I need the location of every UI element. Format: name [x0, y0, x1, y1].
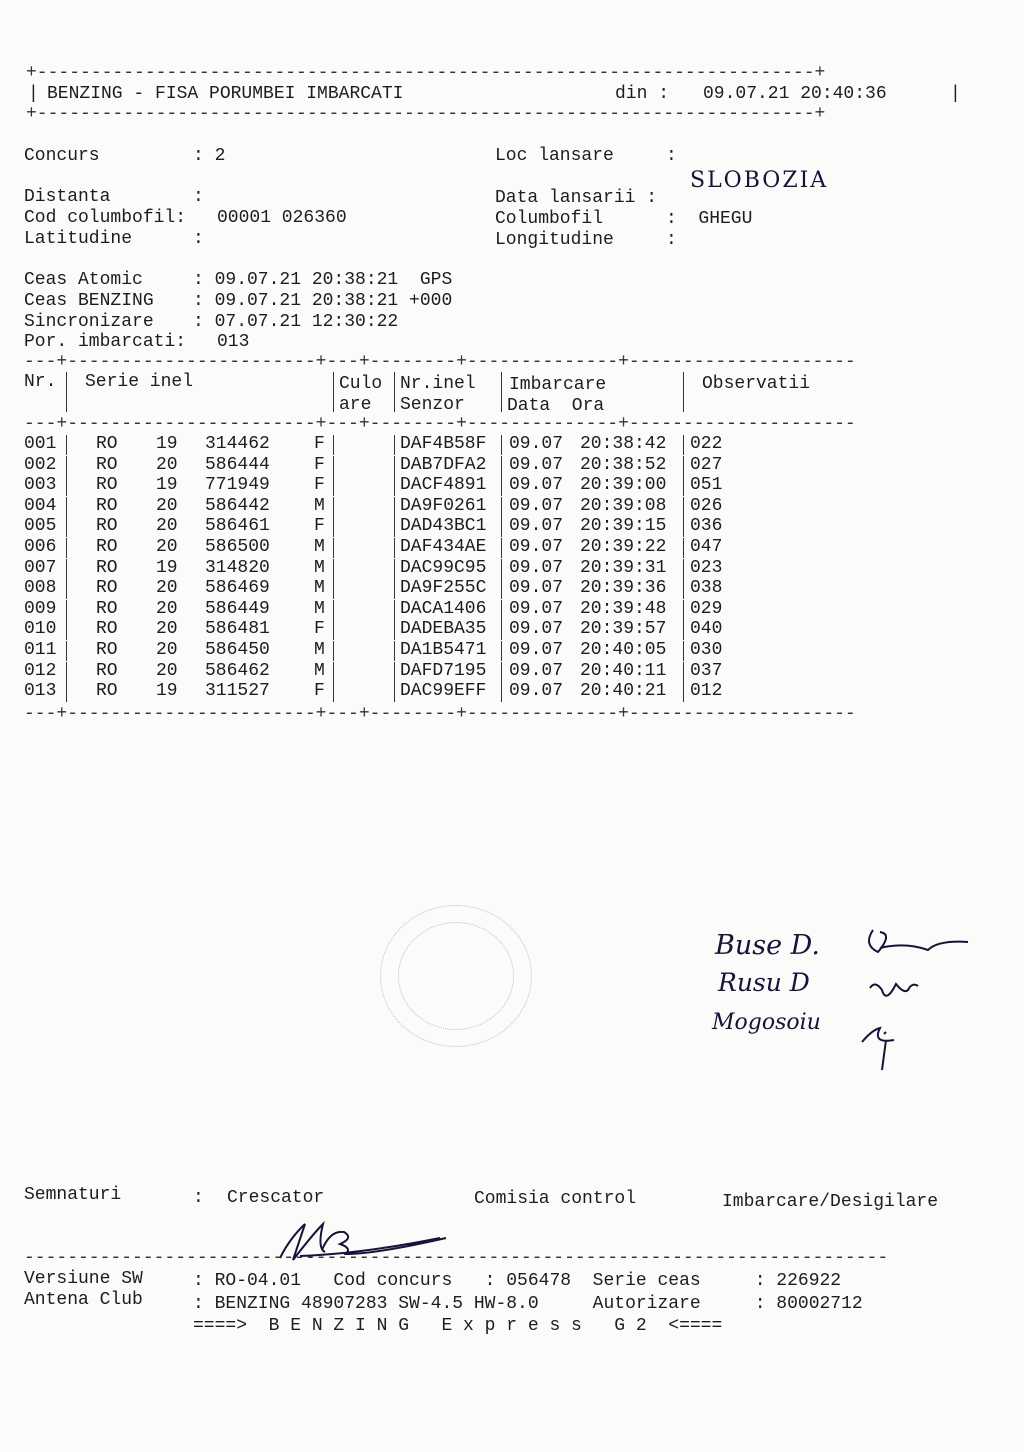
row-obs: 026	[690, 495, 723, 516]
row-year: 19	[156, 557, 178, 578]
header-left-bar: |	[28, 84, 39, 104]
row-obs: 023	[690, 557, 723, 578]
row-nr: 004	[24, 495, 57, 516]
signature-name-2: Rusu D	[718, 968, 810, 997]
distanta-label: Distanta	[24, 187, 111, 207]
row-nr: 007	[24, 557, 57, 578]
row-nr: 013	[24, 681, 57, 702]
row-obs: 027	[690, 454, 723, 475]
row-nr: 012	[24, 660, 57, 681]
row-obs: 051	[690, 475, 723, 496]
row-date: 09.07	[509, 640, 564, 660]
row-sensor: DA9F255C	[400, 578, 487, 599]
row-ring: 586461	[205, 516, 270, 537]
concurs-label: Concurs	[24, 146, 100, 166]
th-culoare-2: are	[339, 395, 372, 415]
longitudine-label: Longitudine	[495, 230, 614, 250]
row-year: 19	[156, 475, 178, 496]
row-obs: 012	[690, 681, 723, 702]
crescator-label: Crescator	[227, 1188, 325, 1208]
row-date: 09.07	[509, 516, 564, 537]
row-sensor: DAFD7195	[400, 660, 487, 681]
cod-columbofil-value: 00001 026360	[217, 208, 347, 228]
th-culoare-1: Culo	[339, 374, 383, 394]
imbarcare-desigilare-label: Imbarcare/Desigilare	[722, 1192, 939, 1212]
th-nr: Nr.	[24, 372, 57, 392]
signature-mark-3	[862, 1028, 894, 1070]
row-time: 20:39:48	[580, 598, 667, 619]
row-sensor: DAF434AE	[400, 537, 487, 557]
row-sensor: DACA1406	[400, 598, 487, 619]
row-date: 09.07	[509, 681, 564, 702]
row-nr: 008	[24, 578, 57, 599]
row-sensor: DA1B5471	[400, 640, 487, 660]
row-date: 09.07	[509, 598, 564, 619]
row-year: 20	[156, 537, 178, 557]
row-nr: 001	[24, 434, 57, 454]
row-year: 19	[156, 681, 178, 702]
row-date: 09.07	[509, 495, 564, 516]
table-top-border: ---+-----------------------+---+--------+--------------+---------------------	[24, 352, 856, 372]
row-sex: F	[314, 434, 325, 454]
row-ring: 311527	[205, 681, 270, 702]
por-imbarcati-label: Por. imbarcati:	[24, 332, 187, 352]
distanta-value: :	[193, 187, 204, 207]
th-imbarcare: Imbarcare	[509, 375, 607, 395]
row-country: RO	[96, 516, 118, 537]
columbofil-label: Columbofil	[495, 209, 604, 229]
row-sensor: DACF4891	[400, 475, 487, 496]
latitudine-label: Latitudine	[24, 229, 133, 249]
row-sex: M	[314, 495, 325, 516]
row-sensor: DAF4B58F	[400, 434, 487, 454]
cod-columbofil-label: Cod columbofil:	[24, 208, 187, 228]
row-year: 20	[156, 516, 178, 537]
columbofil-value: : GHEGU	[666, 209, 753, 229]
row-date: 09.07	[509, 475, 564, 496]
row-time: 20:39:31	[580, 557, 667, 578]
row-nr: 003	[24, 475, 57, 496]
header-title: BENZING - FISA PORUMBEI IMBARCATI	[47, 84, 404, 104]
row-sex: M	[314, 660, 325, 681]
row-date: 09.07	[509, 578, 564, 599]
table-header-border: ---+-----------------------+---+--------+--------------+---------------------	[24, 414, 856, 434]
loc-lansare-label: Loc lansare	[495, 146, 614, 166]
row-country: RO	[96, 640, 118, 660]
row-obs: 029	[690, 598, 723, 619]
header-top-border: +------------------------------------------------------------------------+	[26, 63, 826, 83]
data-lansarii-label: Data lansarii :	[495, 188, 658, 208]
row-sex: M	[314, 640, 325, 660]
row-year: 20	[156, 454, 178, 475]
row-nr: 009	[24, 598, 57, 619]
row-country: RO	[96, 495, 118, 516]
header-datetime: 09.07.21 20:40:36	[703, 84, 887, 104]
header-din-label: din :	[615, 84, 670, 104]
row-obs: 040	[690, 619, 723, 640]
row-obs: 030	[690, 640, 723, 660]
row-sensor: DAB7DFA2	[400, 454, 487, 475]
row-ring: 586500	[205, 537, 270, 557]
row-ring: 771949	[205, 475, 270, 496]
row-ring: 586444	[205, 454, 270, 475]
footer-line-2: : BENZING 48907283 SW-4.5 HW-8.0 Autorizare : 80002712	[193, 1294, 863, 1314]
row-country: RO	[96, 537, 118, 557]
versiune-sw-label: Versiune SW	[24, 1269, 143, 1289]
row-time: 20:40:11	[580, 660, 667, 681]
th-serie-inel: Serie inel	[85, 372, 194, 392]
row-date: 09.07	[509, 557, 564, 578]
row-date: 09.07	[509, 434, 564, 454]
row-date: 09.07	[509, 660, 564, 681]
row-sex: F	[314, 681, 325, 702]
th-data-ora: Data Ora	[507, 396, 605, 416]
row-ring: 586449	[205, 598, 270, 619]
row-ring: 586450	[205, 640, 270, 660]
row-country: RO	[96, 681, 118, 702]
row-sex: F	[314, 454, 325, 475]
row-nr: 011	[24, 640, 57, 660]
row-year: 20	[156, 619, 178, 640]
row-time: 20:39:57	[580, 619, 667, 640]
row-year: 20	[156, 660, 178, 681]
ceas-benzing-value: : 09.07.21 20:38:21 +000	[193, 291, 453, 311]
latitudine-value: :	[193, 229, 204, 249]
row-sex: M	[314, 557, 325, 578]
longitudine-value: :	[666, 230, 677, 250]
row-sensor: DAD43BC1	[400, 516, 487, 537]
row-country: RO	[96, 557, 118, 578]
row-sensor: DAC99EFF	[400, 681, 487, 702]
row-country: RO	[96, 475, 118, 496]
header-bottom-border: +------------------------------------------------------------------------+	[26, 104, 826, 124]
th-observatii: Observatii	[702, 374, 811, 394]
row-obs: 022	[690, 434, 723, 454]
row-sex: M	[314, 578, 325, 599]
row-sex: F	[314, 475, 325, 496]
ceas-atomic-label: Ceas Atomic	[24, 270, 143, 290]
row-sex: M	[314, 537, 325, 557]
row-sex: F	[314, 619, 325, 640]
ceas-atomic-value: : 09.07.21 20:38:21 GPS	[193, 270, 453, 290]
header-right-bar: |	[950, 84, 961, 104]
row-time: 20:39:08	[580, 495, 667, 516]
loc-lansare-sep: :	[666, 146, 677, 166]
row-obs: 038	[690, 578, 723, 599]
row-year: 20	[156, 578, 178, 599]
ceas-benzing-label: Ceas BENZING	[24, 291, 154, 311]
row-sensor: DA9F0261	[400, 495, 487, 516]
concurs-value: : 2	[193, 146, 226, 166]
row-obs: 037	[690, 660, 723, 681]
row-country: RO	[96, 660, 118, 681]
signature-mark-1	[869, 930, 968, 952]
row-obs: 036	[690, 516, 723, 537]
antena-club-label: Antena Club	[24, 1290, 143, 1310]
row-obs: 047	[690, 537, 723, 557]
row-ring: 586442	[205, 495, 270, 516]
row-ring: 586462	[205, 660, 270, 681]
row-ring: 314820	[205, 557, 270, 578]
row-sex: M	[314, 598, 325, 619]
row-country: RO	[96, 598, 118, 619]
row-country: RO	[96, 454, 118, 475]
por-imbarcati-value: 013	[217, 332, 250, 352]
row-time: 20:39:36	[580, 578, 667, 599]
row-nr: 002	[24, 454, 57, 475]
row-ring: 586469	[205, 578, 270, 599]
th-nr-inel: Nr.inel	[400, 374, 476, 394]
row-country: RO	[96, 434, 118, 454]
semnaturi-label: Semnaturi	[24, 1185, 122, 1205]
th-senzor: Senzor	[400, 395, 465, 415]
row-ring: 314462	[205, 434, 270, 454]
footer-top-border: --------------------------------------------------------------------------------	[24, 1248, 889, 1268]
row-nr: 006	[24, 537, 57, 557]
row-time: 20:39:00	[580, 475, 667, 496]
row-date: 09.07	[509, 619, 564, 640]
row-nr: 010	[24, 619, 57, 640]
row-time: 20:38:42	[580, 434, 667, 454]
signature-name-1: Buse D.	[715, 930, 820, 961]
row-time: 20:40:21	[580, 681, 667, 702]
row-time: 20:38:52	[580, 454, 667, 475]
row-ring: 586481	[205, 619, 270, 640]
signature-mark-2	[870, 984, 918, 996]
row-time: 20:40:05	[580, 640, 667, 660]
sincronizare-label: Sincronizare	[24, 312, 154, 332]
comisia-control-label: Comisia control	[474, 1189, 637, 1209]
row-year: 20	[156, 598, 178, 619]
row-nr: 005	[24, 516, 57, 537]
row-time: 20:39:15	[580, 516, 667, 537]
row-date: 09.07	[509, 454, 564, 475]
row-sex: F	[314, 516, 325, 537]
row-date: 09.07	[509, 537, 564, 557]
footer-line-3: ====> B E N Z I N G E x p r e s s G 2 <====	[193, 1316, 723, 1336]
signature-name-3: Mogosoiu	[712, 1010, 821, 1035]
row-time: 20:39:22	[580, 537, 667, 557]
footer-line-1: : RO-04.01 Cod concurs : 056478 Serie ceas : 226922	[193, 1271, 842, 1291]
row-sensor: DAC99C95	[400, 557, 487, 578]
row-year: 20	[156, 495, 178, 516]
table-bottom-border: ---+-----------------------+---+--------+--------------+---------------------	[24, 704, 856, 724]
sincronizare-value: : 07.07.21 12:30:22	[193, 312, 399, 332]
row-year: 20	[156, 640, 178, 660]
row-country: RO	[96, 619, 118, 640]
row-year: 19	[156, 434, 178, 454]
semnaturi-sep: :	[193, 1188, 204, 1208]
loc-lansare-value: SLOBOZIA	[690, 168, 829, 193]
row-sensor: DADEBA35	[400, 619, 487, 640]
row-country: RO	[96, 578, 118, 599]
